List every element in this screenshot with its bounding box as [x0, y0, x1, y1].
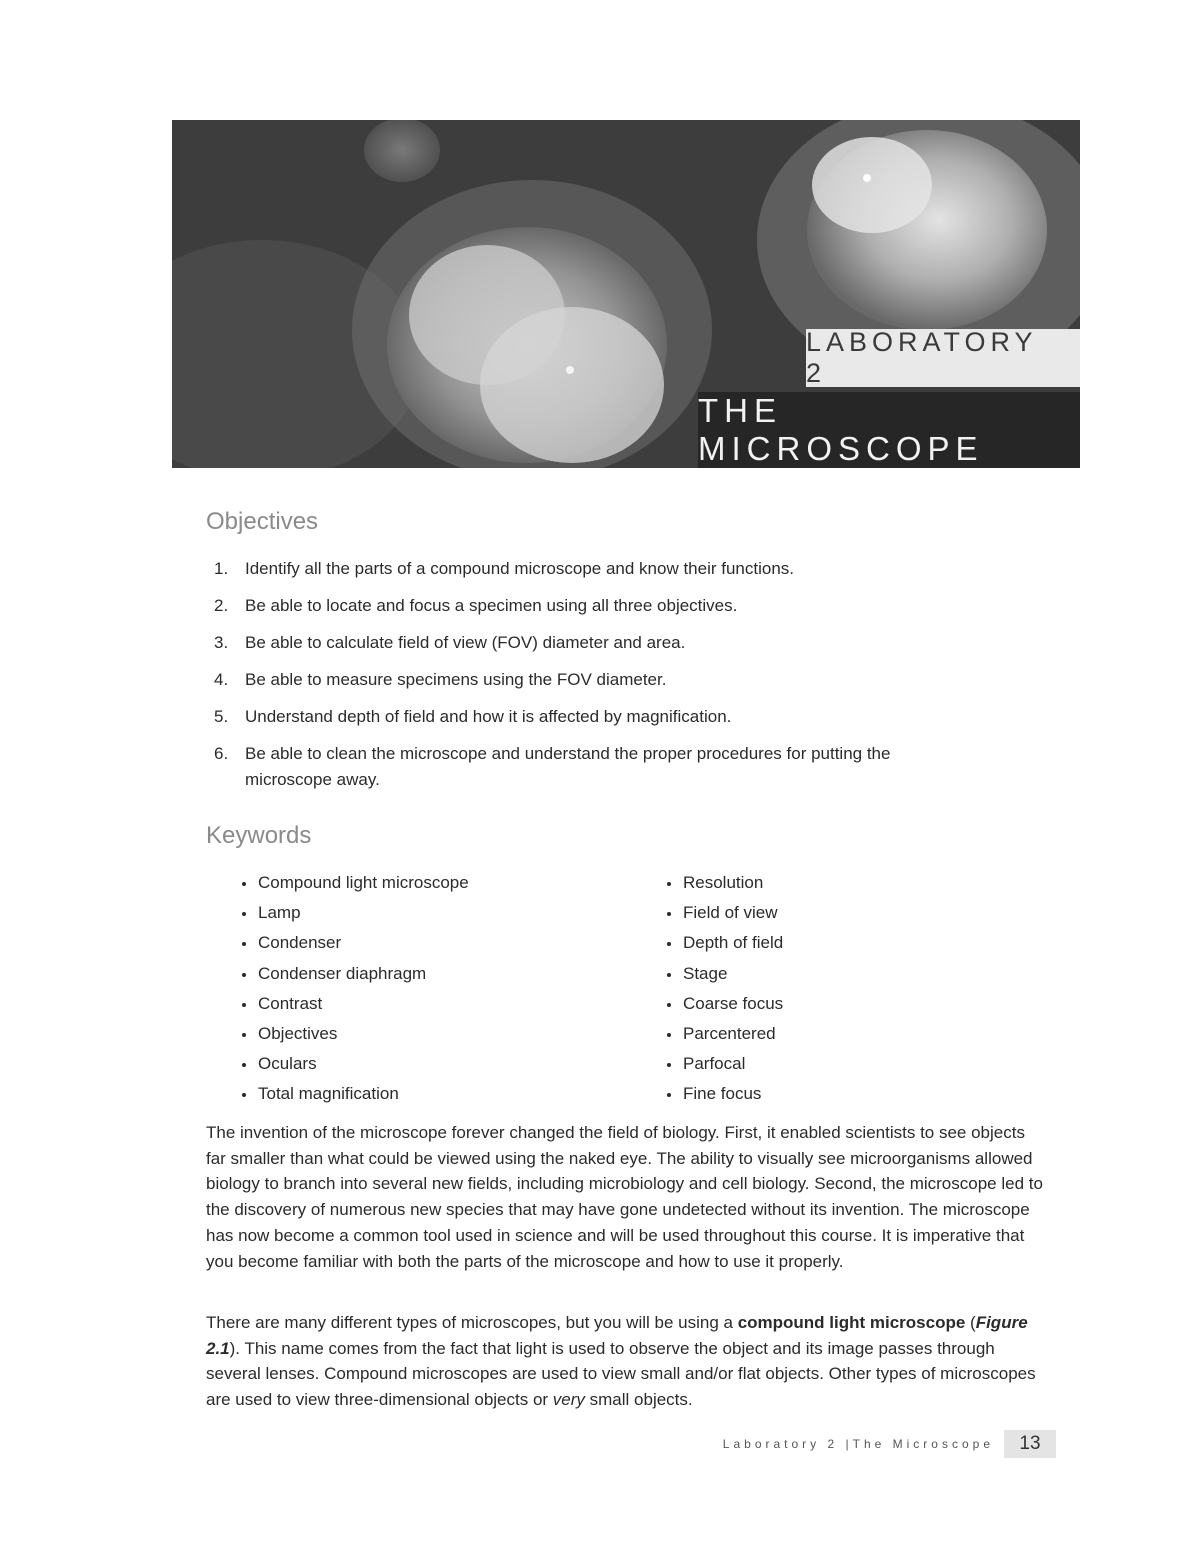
list-item: 6. Be able to clean the microscope and understand the proper procedures for putting the microscope away. [214, 744, 891, 789]
intro-paragraph: The invention of the microscope forever changed the field of biology. First, it enabled scientists to see objects far smaller than what could be viewed using the naked eye. The ability to visually see microorganisms allowed biology to branch into several new fields, including microbiology and cell biology. Second, the microscope led to the discovery of numerous new species that may have gone undetected without its invention. The microscope has now become a common tool used in science and will be used throughout this course. It is imperative that you become familiar with both the parts of the microscope and how to use it properly. [206, 1123, 1043, 1271]
keywords-list-left [238, 868, 469, 1110]
list-item: Total magnification [238, 1079, 469, 1109]
list-item: 3. Be able to calculate field of view (FOV) diameter and area. [214, 633, 686, 652]
list-item: Coarse focus [663, 989, 783, 1019]
list-item: 1. Identify all the parts of a compound microscope and know their functions. [214, 559, 795, 578]
list-item: Contrast [238, 989, 469, 1019]
list-item: Stage [663, 959, 783, 989]
key-term: compound light microscope [737, 1313, 966, 1332]
list-item: Parcentered [663, 1019, 783, 1049]
list-item: Lamp [238, 898, 469, 928]
objectives-list [206, 556, 1006, 804]
list-item: Fine focus [663, 1079, 783, 1109]
list-item: Condenser [238, 928, 469, 958]
objectives-heading: Objectives [206, 508, 319, 535]
microscope-types-paragraph: There are many different types of microscopes, but you will be using a compound light microscope (Figure 2.1). This name comes from the fact that light is used to observe the object and its image passes through several lenses. Compound microscopes are used to view small and/or flat objects. Other types of microscopes are used to view three-dimensional objects or very small objects. [206, 1313, 1036, 1410]
figure-reference[interactable]: Figure 2.1 [206, 1313, 1028, 1358]
page-footer [700, 1430, 1056, 1458]
keywords-heading: Keywords [206, 822, 312, 849]
list-item: Resolution [663, 868, 783, 898]
chapter-title: THE MICROSCOPE [698, 392, 1080, 468]
list-item: Compound light microscope [238, 868, 469, 898]
list-item: Oculars [238, 1049, 469, 1079]
keywords-list-right [663, 868, 783, 1110]
lab-number-banner: LABORATORY 2 [806, 329, 1080, 387]
page-number: 13 [1004, 1430, 1056, 1458]
list-item: 4. Be able to measure specimens using the FOV diameter. [214, 670, 667, 689]
list-item: 5. Understand depth of field and how it is affected by magnification. [214, 707, 732, 726]
list-item: Objectives [238, 1019, 469, 1049]
running-head: Laboratory 2 |The Microscope [722, 1437, 994, 1451]
list-item: 2. Be able to locate and focus a specimen using all three objectives. [214, 596, 738, 615]
list-item: Depth of field [663, 928, 783, 958]
list-item: Field of view [663, 898, 783, 928]
list-item: Condenser diaphragm [238, 959, 469, 989]
list-item: Parfocal [663, 1049, 783, 1079]
